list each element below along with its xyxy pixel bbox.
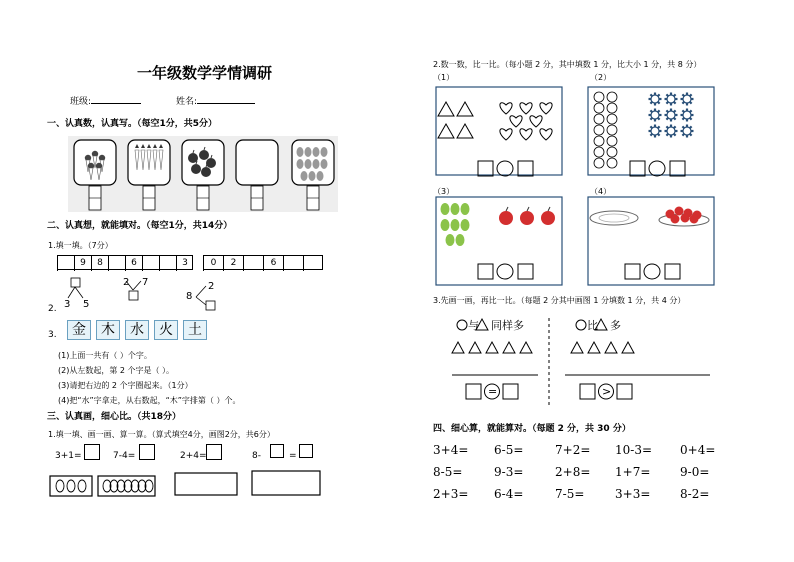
split2-right: 7	[142, 277, 149, 288]
sequence-1-cell: 8	[91, 256, 108, 271]
panel-4-label: （4）	[590, 187, 612, 196]
panel-2-label: （2）	[590, 73, 612, 82]
triangle-icon	[486, 342, 498, 353]
triangle-icon	[622, 342, 634, 353]
character-tile: 水	[125, 320, 149, 340]
draw1-text	[468, 319, 524, 332]
sequence-1-cell: 6	[125, 256, 142, 271]
answer-box	[617, 384, 632, 399]
character-tile: 木	[96, 320, 120, 340]
answer-box	[503, 384, 518, 399]
equation-4-left: 8-	[252, 451, 261, 461]
class-label: 班级:	[70, 97, 92, 107]
draw1-tail: 同样多	[491, 319, 524, 332]
triangle-icon	[588, 342, 600, 353]
calc-item: 7-5=	[555, 487, 585, 501]
calc-item: 3+4=	[433, 443, 469, 457]
triangle-icon	[452, 342, 464, 353]
split1-right: 5	[83, 299, 90, 310]
calc-item: 9-0=	[680, 465, 710, 479]
s3-q1-label: 1.填一填、画一画、算一算。（算式填空4分，画图2分，共6分）	[48, 430, 275, 439]
equation-3: 2+4=	[180, 451, 207, 461]
char-q4: (4)把“水”字拿走，从右数起，“木”字排第（ ）个。	[58, 396, 241, 405]
sequence-2-cell: 0	[203, 256, 223, 271]
char-q2: (2)从左数起，第 2 个字是（ ）。	[58, 366, 175, 375]
draw2-rest: 比	[587, 319, 598, 332]
triangle-icon	[520, 342, 532, 353]
sequence-2-cell: 2	[223, 256, 243, 271]
calc-item: 0+4=	[680, 443, 716, 457]
draw1-rest: 与	[468, 319, 479, 332]
draw2-text	[587, 319, 621, 332]
sequence-2-cell: 6	[263, 256, 283, 271]
draw2-tail: 多	[610, 319, 621, 332]
circle-icon	[576, 320, 586, 330]
split1-left: 3	[64, 299, 71, 310]
calc-item: 8-5=	[433, 465, 463, 479]
equation-2: 7-4=	[113, 451, 136, 461]
sequence-1-cell: 9	[74, 256, 91, 271]
character-tile: 金	[67, 320, 91, 340]
split3-right: 2	[208, 281, 215, 292]
calc-item: 6-4=	[494, 487, 524, 501]
q3-number: 3.	[48, 330, 57, 340]
char-q1: (1)上面一共有（ ）个字。	[58, 351, 152, 360]
calc-item: 6-5=	[494, 443, 524, 457]
calc-item: 7+2=	[555, 443, 591, 457]
triangle-icon	[571, 342, 583, 353]
triangle-icon	[469, 342, 481, 353]
compare-equal: =	[488, 385, 498, 398]
character-tile: 火	[154, 320, 178, 340]
compare-greater: >	[602, 385, 612, 398]
split3-left: 8	[186, 291, 193, 302]
triangle-icon	[605, 342, 617, 353]
right-q3-label: 3.先画一画，再比一比。（每题 2 分其中画图 1 分填数 1 分，共 4 分）	[433, 296, 686, 305]
equation-4-eq: =	[289, 451, 297, 461]
q1-fill-label: 1.填一填。（7分）	[48, 241, 113, 250]
page-title: 一年级数学学情调研	[137, 64, 273, 82]
section4-heading: 四、细心算，就能算对。（每题 2 分，共 30 分）	[433, 424, 631, 434]
calc-item: 10-3=	[615, 443, 653, 457]
panel-3-label: （3）	[433, 187, 455, 196]
panel-1-label: （1）	[433, 73, 455, 82]
split2-left: 2	[123, 277, 130, 288]
section2-heading: 二、认真想，就能填对。（每空1分，共14分）	[47, 221, 233, 231]
char-q3: (3)请把右边的 2 个字圈起来。（1分）	[58, 381, 193, 390]
character-tile: 土	[183, 320, 207, 340]
section1-heading: 一、认真数，认真写。（每空1分，共5分）	[47, 119, 218, 129]
q2-number: 2.	[48, 304, 57, 314]
right-q2-label: 2.数一数，比一比。（每小题 2 分，其中填数 1 分，比大小 1 分，共 8 分）	[433, 60, 702, 69]
sequence-1-cell: 3	[176, 256, 193, 271]
answer-box	[580, 384, 595, 399]
answer-box	[466, 384, 481, 399]
circle-icon	[457, 320, 467, 330]
calc-item: 2+8=	[555, 465, 591, 479]
calc-item: 1+7=	[615, 465, 651, 479]
calc-item: 2+3=	[433, 487, 469, 501]
section3-heading: 三、认真画，细心比。（共18分）	[47, 412, 182, 422]
triangle-icon	[503, 342, 515, 353]
name-label: 姓名:	[176, 97, 198, 107]
calc-item: 9-3=	[494, 465, 524, 479]
calc-item: 3+3=	[615, 487, 651, 501]
calc-item: 8-2=	[680, 487, 710, 501]
equation-1: 3+1=	[55, 451, 82, 461]
